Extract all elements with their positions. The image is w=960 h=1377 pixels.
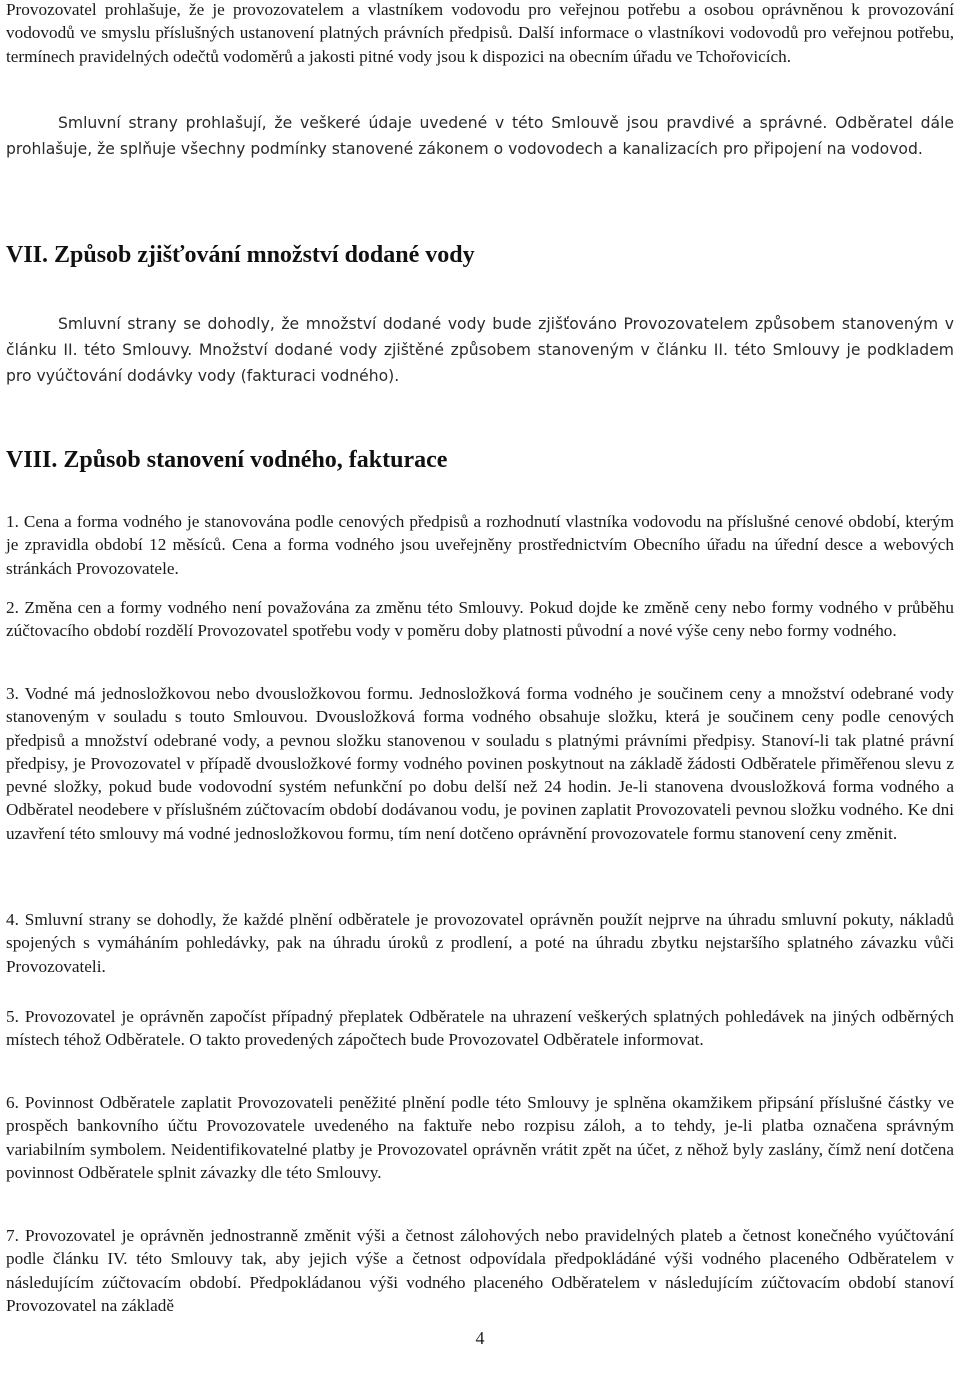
section-8-item-2: 2. Změna cen a formy vodného není považována za změnu této Smlouvy. Pokud dojde ke změně ceny nebo formy vodného v průběhu zúčtovacího období rozdělí Provozovatel spotřebu vody v poměru doby platnosti původní a nové výše ceny nebo formy vodného. [6, 598, 954, 641]
section-8-heading: VIII. Způsob stanovení vodného, fakturace [6, 447, 448, 473]
section-8-item-1: 1. Cena a forma vodného je stanovována podle cenových předpisů a rozhodnutí vlastníka vodovodu na příslušné cenové období, kterým je zpravidla období 12 měsíců. Cena a forma vodného jsou uveřejněny prostřednictvím Obecního úřadu na úřední desce a webových stránkách Provozovatele. [6, 512, 954, 578]
intro-paragraph-1: Provozovatel prohlašuje, že je provozovatelem a vlastníkem vodovodu pro veřejnou potřebu a osobou oprávněnou k provozování vodovodů ve smyslu příslušných ustanovení platných právních předpisů. Další informace o vlastníkovi vodovodů pro veřejnou potřebu, termínech pravidelných odečtů vodoměrů a jakosti pitné vody jsou k dispozici na obecním úřadu ve Tchořovicích. [6, 0, 954, 66]
section-7-paragraph: Smluvní strany se dohodly, že množství dodané vody bude zjišťováno Provozovatelem způsobem stanoveným v článku II. této Smlouvy. Množství dodané vody zjištěné způsobem stanoveným v článku II. této Smlouvy je podkladem pro vyúčtování dodávky vody (fakturaci vodného). [6, 315, 954, 385]
section-8-item-6: 6. Povinnost Odběratele zaplatit Provozovateli peněžité plnění podle této Smlouvy je splněna okamžikem připsání příslušné částky ve prospěch bankovního účtu Provozovatele uvedeného na faktuře nebo rozpisu záloh, a to tehdy, je-li platba označena správným variabilním symbolem. Neidentifikovatelné platby je Provozovatel oprávněn vrátit zpět na účet, z něhož byly zaslány, čímž není dotčena povinnost Odběratele splnit závazky dle této Smlouvy. [6, 1093, 954, 1182]
section-7-heading: VII. Způsob zjišťování množství dodané vody [6, 242, 475, 268]
section-8-item-3: 3. Vodné má jednosložkovou nebo dvousložkovou formu. Jednosložková forma vodného je součinem ceny a množství odebrané vody stanoveným v souladu s touto Smlouvou. Dvousložková forma vodného obsahuje složku, která je součinem ceny podle cenových předpisů a množství odebrané vody, a pevnou složku stanovenou v souladu s platnými právními předpisy. Stanoví-li tak platné právní předpisy, je Provozovatel v případě dvousložkové formy vodného povinen poskytnout na základě žádosti Odběratele přiměřenou slevu z pevné složky, pokud bude vodovodní systém nefunkční po dobu delší než 24 hodin. Je-li stanovena dvousložková forma vodného a Odběratel neodebere v příslušném zúčtovacím období dodávanou vodu, je povinen zaplatit Provozovateli pevnou složku vodného. Ke dni uzavření této smlouvy má vodné jednosložkovou formu, tím není dotčeno oprávnění provozovatele formu stanovení ceny změnit. [6, 684, 954, 843]
section-8-item-5: 5. Provozovatel je oprávněn započíst případný přeplatek Odběratele na uhrazení veškerých splatných pohledávek na jiných odběrných místech téhož Odběratele. O takto provedených zápočtech bude Provozovatel Odběratele informovat. [6, 1007, 954, 1050]
section-8-item-7: 7. Provozovatel je oprávněn jednostranně změnit výši a četnost zálohových nebo pravidelných plateb a četnost konečného vyúčtování podle článku IV. této Smlouvy tak, aby jejich výše a četnost odpovídala předpokládáné výši vodného placeného Odběratelem v následujícím zúčtovacím období. Předpokládanou výši vodného placeného Odběratelem v následujícím zúčtovacím období stanoví Provozovatel na základě [6, 1226, 954, 1315]
page-number: 4 [475, 1328, 485, 1348]
intro-paragraph-2: Smluvní strany prohlašují, že veškeré údaje uvedené v této Smlouvě jsou pravdivé a správné. Odběratel dále prohlašuje, že splňuje všechny podmínky stanovené zákonem o vodovodech a kanalizacích pro připojení na vodovod. [6, 114, 954, 158]
section-8-item-4: 4. Smluvní strany se dohodly, že každé plnění odběratele je provozovatel oprávněn použít nejprve na úhradu smluvní pokuty, nákladů spojených s vymáháním pohledávky, pak na úhradu úroků z prodlení, a poté na úhradu zbytku nejstaršího splatného závazku vůči Provozovateli. [6, 910, 954, 976]
